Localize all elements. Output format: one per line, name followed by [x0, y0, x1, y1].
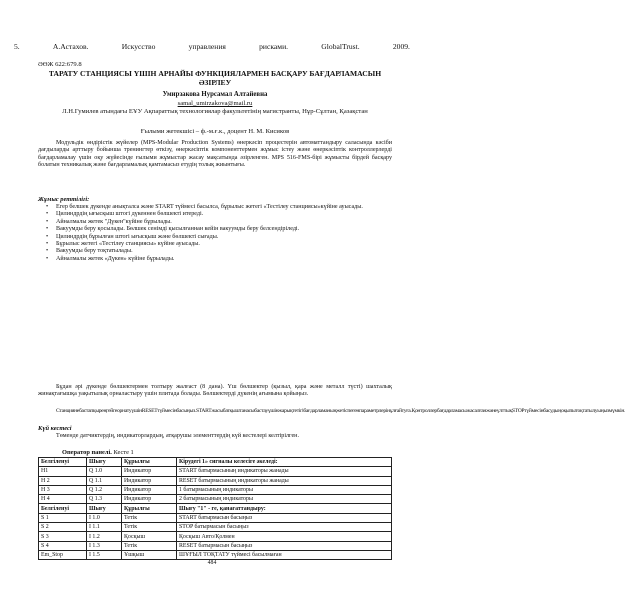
- table-cell: Q 1.2: [87, 485, 122, 494]
- table-cell: I 1.3: [87, 541, 122, 550]
- table-cell: I 1.5: [87, 550, 122, 559]
- table-cell: Н 2: [39, 476, 87, 485]
- parts-paragraph: Бұдан әрі дүкенде бөлшектермен толтыру жалғаст (8 дана). Үш бөлшектер (қызыл, қара және металл түсті) шахталық жинақтағышқа уақытылық орналастыру үшін плитада болады. Бөлшектерді дүкенің ағымына қойыңыз.: [38, 384, 392, 398]
- list-item: • Цилиндрдің бұрылған штогі ығысқыш және бөлшекті сығады.: [38, 234, 392, 241]
- reset-paragraph: СтанциянебастапқыреңгейгеорнатуүшінRESETтүймесінбасыңыз.STARTжасыбатқыштанасыбастауүшінжарықтетігібағдарламаныңжетіспегенпараметрлерінұлғайтуға.ҚонтроллербағдарламасыжасалғанжәнеүлттықSTOPтүймесінбасудыңоқыпытоқтатылуыңызмүмкін.: [56, 408, 625, 414]
- table-cell: S 3: [39, 532, 87, 541]
- table-cell: Индикатор: [122, 485, 177, 494]
- table-header-cell: Шығу: [87, 504, 122, 513]
- state-table-intro: Төменде датчиктердің, индикаторлардың, атқарушы элементтердің күй кестелері келтірілген.: [56, 433, 299, 439]
- table-cell: Н 4: [39, 495, 87, 504]
- procedure-heading: Жұмыс реттілігі:: [38, 196, 90, 203]
- table-row: [39, 513, 392, 522]
- table-cell: Em_Stop: [39, 550, 87, 559]
- table-caption-rest: Кесте 1: [111, 449, 134, 456]
- ref-author: А.Астахов.: [52, 42, 89, 51]
- table-header-row: [39, 504, 392, 513]
- table-cell: START батырмасының индикаторы жанады: [177, 467, 392, 476]
- table-cell: Тетік: [122, 513, 177, 522]
- author-email[interactable]: samal_umirzakova@mail.ru: [177, 100, 253, 107]
- ref-publisher: GlobalTrust.: [321, 42, 360, 51]
- table-header-cell: Кірудегі 1» сигналы келесіге әкеледі:: [177, 458, 392, 467]
- table-cell: 1 батырмасының индикаторы: [177, 485, 392, 494]
- table-cell: S 4: [39, 541, 87, 550]
- table-caption-bold: Оператор панелі.: [62, 449, 112, 456]
- table-header-cell: Шығу "1" - ге, қанағаттандыру:: [177, 504, 392, 513]
- list-item: • Айналмалы жетек "Дүкен"күйіне бұрылады.: [38, 219, 392, 226]
- table-cell: Q 1.0: [87, 467, 122, 476]
- table-cell: Q 1.3: [87, 495, 122, 504]
- list-item: • Айналмалы жетек «Дүкен» күйіне бұрылады.: [38, 256, 392, 263]
- table-cell: Н1: [39, 467, 87, 476]
- table-cell: I 1.2: [87, 532, 122, 541]
- ref-word-2: управления: [188, 42, 226, 51]
- list-item: • Вакуумды беру тоқтатылады.: [38, 248, 392, 255]
- list-item: • Цилиндрдің ығысқыш штогі дүкеннен бөлшекті итереді.: [38, 211, 392, 218]
- intro-paragraph: Модульдік өндірістік жүйелер (MPS-Modular Production Systems) өнеркәсіп процестерін автоматтандыру саласында кәсіби дағдыларды арттыру бойынша тренингтер өткізу, өнеркәсіптік компоненттермен жұмыс істеу және өнеркәсіптік контроллерлерді бағдарламалау үшін оқу жүйесінде ғылыми жұмыстар жасау мақсатында әзірленген. MPS 516-FMS-бірі жұмысты бірдей басқару болатын техникалық және бағдарламалық қамтамасыз етудің толық жиынтығы.: [38, 140, 392, 169]
- author-name: Умирзакова Нурсамал Алтайевна: [162, 91, 268, 98]
- operator-panel-table: [38, 457, 392, 560]
- reference-line: [14, 42, 410, 51]
- table-cell: Қосқыш: [122, 532, 177, 541]
- table-header-cell: Құрылғы: [122, 504, 177, 513]
- table-cell: Тетік: [122, 541, 177, 550]
- table-row: [39, 523, 392, 532]
- table-row: [39, 550, 392, 559]
- table-cell: ШҰҒЫЛ ТОҚТАТУ түймесі басылмаған: [177, 550, 392, 559]
- list-item: • Егер белшек дүкенде анықталса және START түймесі басылса, бұрылыс жетегі «Тестілеу станциясы»күйіне ауысады.: [38, 204, 392, 211]
- table-cell: START батырмасын басыңыз: [177, 513, 392, 522]
- table-cell: S 2: [39, 523, 87, 532]
- table-caption: [62, 449, 134, 456]
- table-row: [39, 467, 392, 476]
- table-row: [39, 476, 392, 485]
- table-cell: STOP батырмасын басыңыз: [177, 523, 392, 532]
- table-header-cell: Белгіленуі: [39, 458, 87, 467]
- table-cell: RESET батырмасының индикаторы жанады: [177, 476, 392, 485]
- article-title: ТАРАТУ СТАНЦИЯСЫ ҮШІН АРНАЙЫ ФУНКЦИЯЛАРМЕН БАСҚАРУ БАҒДАРЛАМАСЫН ӘЗІРЛЕУ: [48, 69, 382, 87]
- list-item: • Вакуумды беру қосылады. Бөлшек сенімді қысылғаннан кейін вакуумды беру белсендіріледі.: [38, 226, 392, 233]
- udc-code: ӘӨЖ 622:679.8: [38, 61, 82, 68]
- table-cell: Индикатор: [122, 476, 177, 485]
- table-row: [39, 532, 392, 541]
- table-row: [39, 485, 392, 494]
- list-item: • Бұрылыс жетегі «Тестілеу станциясы» күйіне ауысады.: [38, 241, 392, 248]
- table-cell: RESET батырмасын басыңыз: [177, 541, 392, 550]
- table-cell: Қосқыш Авто/Қолмен: [177, 532, 392, 541]
- procedure-list: [38, 204, 392, 263]
- table-cell: I 1.1: [87, 523, 122, 532]
- table-cell: 2 батырмасының индикаторы: [177, 495, 392, 504]
- state-table-heading: Күй кестесі: [38, 425, 72, 432]
- ref-word-1: Искусство: [121, 42, 156, 51]
- table-header-cell: Белгіленуі: [39, 504, 87, 513]
- table-header-cell: Шығу: [87, 458, 122, 467]
- table-cell: Тетік: [122, 523, 177, 532]
- table-cell: S 1: [39, 513, 87, 522]
- page-number: 484: [207, 560, 217, 566]
- ref-number: 5.: [14, 42, 20, 51]
- table-cell: Индикатор: [122, 467, 177, 476]
- ref-word-3: рисками.: [259, 42, 289, 51]
- table-cell: Н 3: [39, 485, 87, 494]
- table-cell: Индикатор: [122, 495, 177, 504]
- table-cell: Q 1.1: [87, 476, 122, 485]
- table-row: [39, 495, 392, 504]
- table-header-row: [39, 458, 392, 467]
- supervisor: Ғылыми жетекшісі – ф.-м.ғ.к., доцент Н. М. Кисиков: [140, 128, 290, 135]
- table-cell: I 1.0: [87, 513, 122, 522]
- author-affiliation: Л.Н.Гумилев атындағы ЕҰУ Ақпараттық технологиялар факультетінің магистранты, Нұр-Сұлтан, Қазақстан: [62, 108, 368, 115]
- table-header-cell: Құрылғы: [122, 458, 177, 467]
- table-row: [39, 541, 392, 550]
- ref-year: 2009.: [392, 42, 410, 51]
- table-cell: Ұшқыш: [122, 550, 177, 559]
